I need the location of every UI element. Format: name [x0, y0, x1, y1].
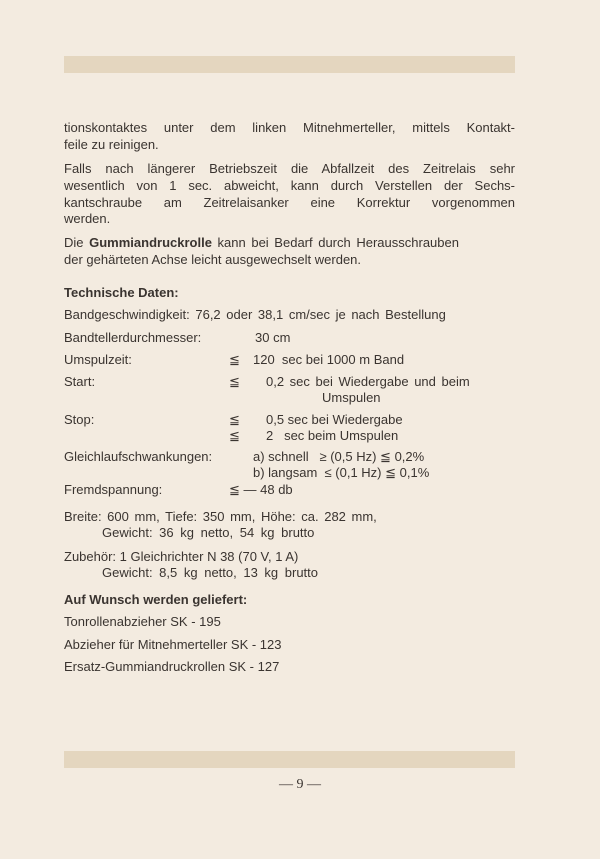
- tech-diam-label: Bandtellerdurchmesser:: [64, 330, 202, 345]
- le-symbol: ≦: [229, 374, 240, 389]
- tech-speed: Bandgeschwindigkeit: 76,2 oder 38,1 cm/sec je nach Bestellung: [64, 307, 446, 322]
- tech-start-label: Start:: [64, 374, 96, 389]
- tech-wow-a: a) schnell ≥ (0,5 Hz) ≦ 0,2%: [253, 449, 425, 464]
- tech-accessory-weight: Gewicht: 8,5 kg netto, 13 kg brutto: [102, 565, 319, 580]
- tech-dims-weight: Gewicht: 36 kg netto, 54 kg brutto: [102, 525, 315, 540]
- bold-term: Gummiandruckrolle: [89, 235, 212, 250]
- para2-line: Falls nach längerer Betriebszeit die Abfallzeit des Zeitrelais sehr: [64, 161, 515, 176]
- tech-noise-value: ≦ — 48 db: [229, 482, 293, 497]
- tech-rewind-value: 120 sec bei 1000 m Band: [253, 352, 405, 367]
- tech-heading: Technische Daten:: [64, 285, 179, 300]
- tech-start-value: 0,2 sec bei Wiedergabe und beim: [266, 374, 470, 389]
- top-decorative-bar: [64, 56, 515, 73]
- para3-line: der gehärteten Achse leicht ausgewechselt werden.: [64, 252, 362, 267]
- para2-line: werden.: [64, 211, 111, 226]
- tech-accessory: Zubehör: 1 Gleichrichter N 38 (70 V, 1 A): [64, 549, 299, 564]
- para1-line: tionskontaktes unter dem linken Mitnehmerteller, mittels Kontakt-: [64, 120, 515, 135]
- tech-noise-label: Fremdspannung:: [64, 482, 163, 497]
- text: kann bei Bedarf durch Herausschrauben: [211, 235, 459, 250]
- tech-rewind-label: Umspulzeit:: [64, 352, 132, 367]
- optional-item: Ersatz-Gummiandruckrollen SK - 127: [64, 659, 280, 674]
- le-symbol: ≦: [229, 428, 240, 443]
- para1-line: feile zu reinigen.: [64, 137, 159, 152]
- tech-wow-label: Gleichlaufschwankungen:: [64, 449, 213, 464]
- text: Die: [64, 235, 90, 250]
- optional-item: Abzieher für Mitnehmerteller SK - 123: [64, 637, 282, 652]
- tech-diam-value: 30 cm: [255, 330, 291, 345]
- tech-wow-b: b) langsam ≤ (0,1 Hz) ≦ 0,1%: [253, 465, 430, 480]
- tech-stop-value: 0,5 sec bei Wiedergabe: [266, 412, 403, 427]
- le-symbol: ≦: [229, 412, 240, 427]
- para2-line: wesentlich von 1 sec. abweicht, kann durch Verstellen der Sechs-: [64, 178, 515, 193]
- page-number: — 9 —: [279, 777, 321, 792]
- bottom-decorative-bar: [64, 751, 515, 768]
- optional-item: Tonrollenabzieher SK - 195: [64, 614, 221, 629]
- tech-start-value2: Umspulen: [322, 390, 381, 405]
- optional-heading: Auf Wunsch werden geliefert:: [64, 592, 248, 607]
- le-symbol: ≦: [229, 352, 240, 367]
- tech-stop-label: Stop:: [64, 412, 95, 427]
- para2-line: kantschraube am Zeitrelaisanker eine Korrektur vorgenommen: [64, 195, 515, 210]
- para3-line: [64, 235, 459, 251]
- tech-stop-value2: 2 sec beim Umspulen: [266, 428, 399, 443]
- tech-dims: Breite: 600 mm, Tiefe: 350 mm, Höhe: ca. 282 mm,: [64, 509, 377, 524]
